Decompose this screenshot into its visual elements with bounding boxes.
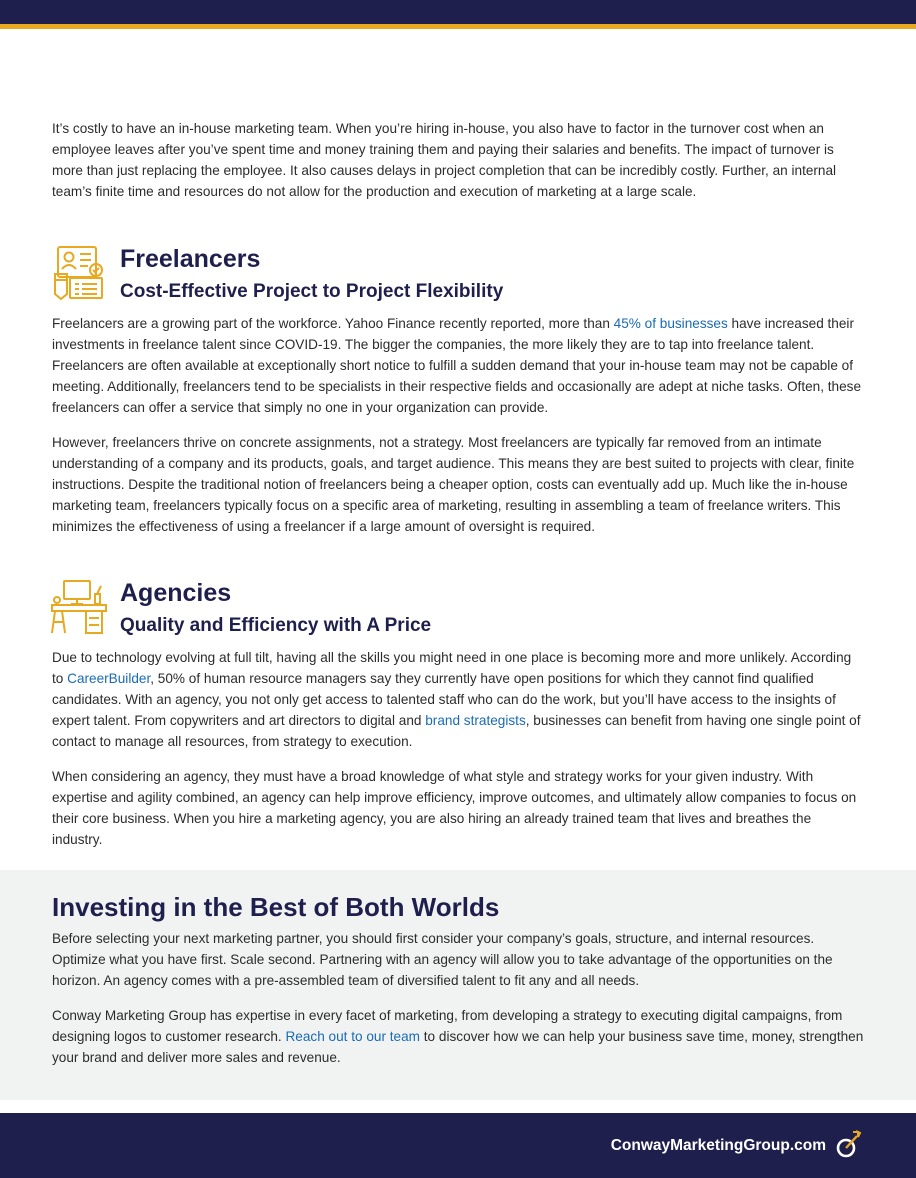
intro-section xyxy=(52,118,864,202)
footer-bar xyxy=(0,1113,916,1178)
section-subtitle: Cost-Effective Project to Project Flexibility xyxy=(120,281,504,302)
agency-desk-icon xyxy=(50,578,108,636)
text-run: Due to technology evolving at full tilt, having all the skills you might need in one place is becoming more and more unlikely. According to xyxy=(52,650,852,686)
section-subtitle: Quality and Efficiency with A Price xyxy=(120,615,432,636)
freelancers-body xyxy=(52,313,864,537)
freelancer-documents-icon xyxy=(50,244,108,302)
intro-paragraph: It’s costly to have an in-house marketing team. When you’re hiring in-house, you also have to factor in the turnover cost when an employee leaves after you’ve spent time and money training them and paying their salaries and benefits. The impact of turnover is more than just replacing the employee. It also causes delays in project completion that can be incredibly costly. Further, an internal team’s finite time and resources do not allow for the production and execution of marketing at a large scale. xyxy=(52,121,837,199)
agencies-body xyxy=(52,647,864,850)
header-gold-stripe xyxy=(0,24,916,29)
businesses-stat-link[interactable]: 45% of businesses xyxy=(613,316,728,331)
text-run: , 50% of human resource managers say they currently have open positions for which they cannot find qualified candidates. With an agency, you not only get access to talented staff who can do the work, but you’ll have access to the insights of expert talent. From copywriters and art directors to digital and xyxy=(52,671,836,728)
agencies-paragraph-1 xyxy=(52,647,864,752)
freelancers-heading xyxy=(50,244,870,308)
brand-strategists-link[interactable]: brand strategists xyxy=(425,713,526,728)
best-of-both-body xyxy=(52,928,864,1068)
text-run: Freelancers are a growing part of the workforce. Yahoo Finance recently reported, more than xyxy=(52,316,614,331)
conway-target-logo-icon xyxy=(836,1129,862,1159)
freelancers-paragraph-2: However, freelancers thrive on concrete assignments, not a strategy. Most freelancers are typically far removed from an intimate understanding of a company and its products, goals, and target audience. This means they are best suited to projects with clear, finite instructions. Despite the traditional notion of freelancers being a cheaper option, costs can eventually add up. Much like the in-house marketing team, freelancers typically focus on a specific area of marketing, resulting in assembling a team of freelance writers. This minimizes the effectiveness of using a freelancer if a large amount of oversight is required. xyxy=(52,435,855,534)
text-run: to discover how we can help your business save time, money, strengthen your brand and deliver more sales and revenue. xyxy=(52,1029,864,1065)
careerbuilder-link[interactable]: CareerBuilder xyxy=(67,671,151,686)
text-run: , businesses can benefit from having one single point of contact to manage all resources, from strategy to execution. xyxy=(52,713,861,749)
section-title: Freelancers xyxy=(120,245,261,273)
footer-website-link[interactable]: ConwayMarketingGroup.com xyxy=(610,1137,826,1154)
freelancers-paragraph-1 xyxy=(52,313,864,418)
best-of-both-title: Investing in the Best of Both Worlds xyxy=(52,892,500,922)
agencies-paragraph-2: When considering an agency, they must have a broad knowledge of what style and strategy works for your given industry. With expertise and agility combined, an agency can help improve efficiency, improve outcomes, and ultimately allow companies to focus on their core business. When you hire a marketing agency, you are also hiring an already trained team that lives and breathes the industry. xyxy=(52,769,857,847)
header-navy-bar xyxy=(0,0,916,24)
best-of-both-paragraph-1: Before selecting your next marketing partner, you should first consider your company’s goals, structure, and internal resources. Optimize what you have first. Scale second. Partnering with an agency will allow you to take advantage of the opportunities on the horizon. An agency comes with a pre-assembled team of diversified talent to fit any and all needs. xyxy=(52,931,833,988)
reach-out-link[interactable]: Reach out to our team xyxy=(285,1029,420,1044)
best-of-both-paragraph-2 xyxy=(52,1005,864,1068)
text-run: Conway Marketing Group has expertise in every facet of marketing, from developing a strategy to executing digital campaigns, from designing logos to customer research. xyxy=(52,1008,843,1044)
text-run: have increased their investments in freelance talent since COVID-19. The bigger the companies, the more likely they are to tap into freelance talent. Freelancers are often available at exceptionally short notice to fulfill a sudden demand that your in-house team may not be capable of meeting. Additionally, freelancers tend to be specialists in their respective fields and occasionally are adept at niche tasks. Often, these freelancers can offer a service that simply no one in your organization can provide. xyxy=(52,316,862,415)
agencies-heading xyxy=(50,578,870,642)
section-title: Agencies xyxy=(120,579,232,607)
